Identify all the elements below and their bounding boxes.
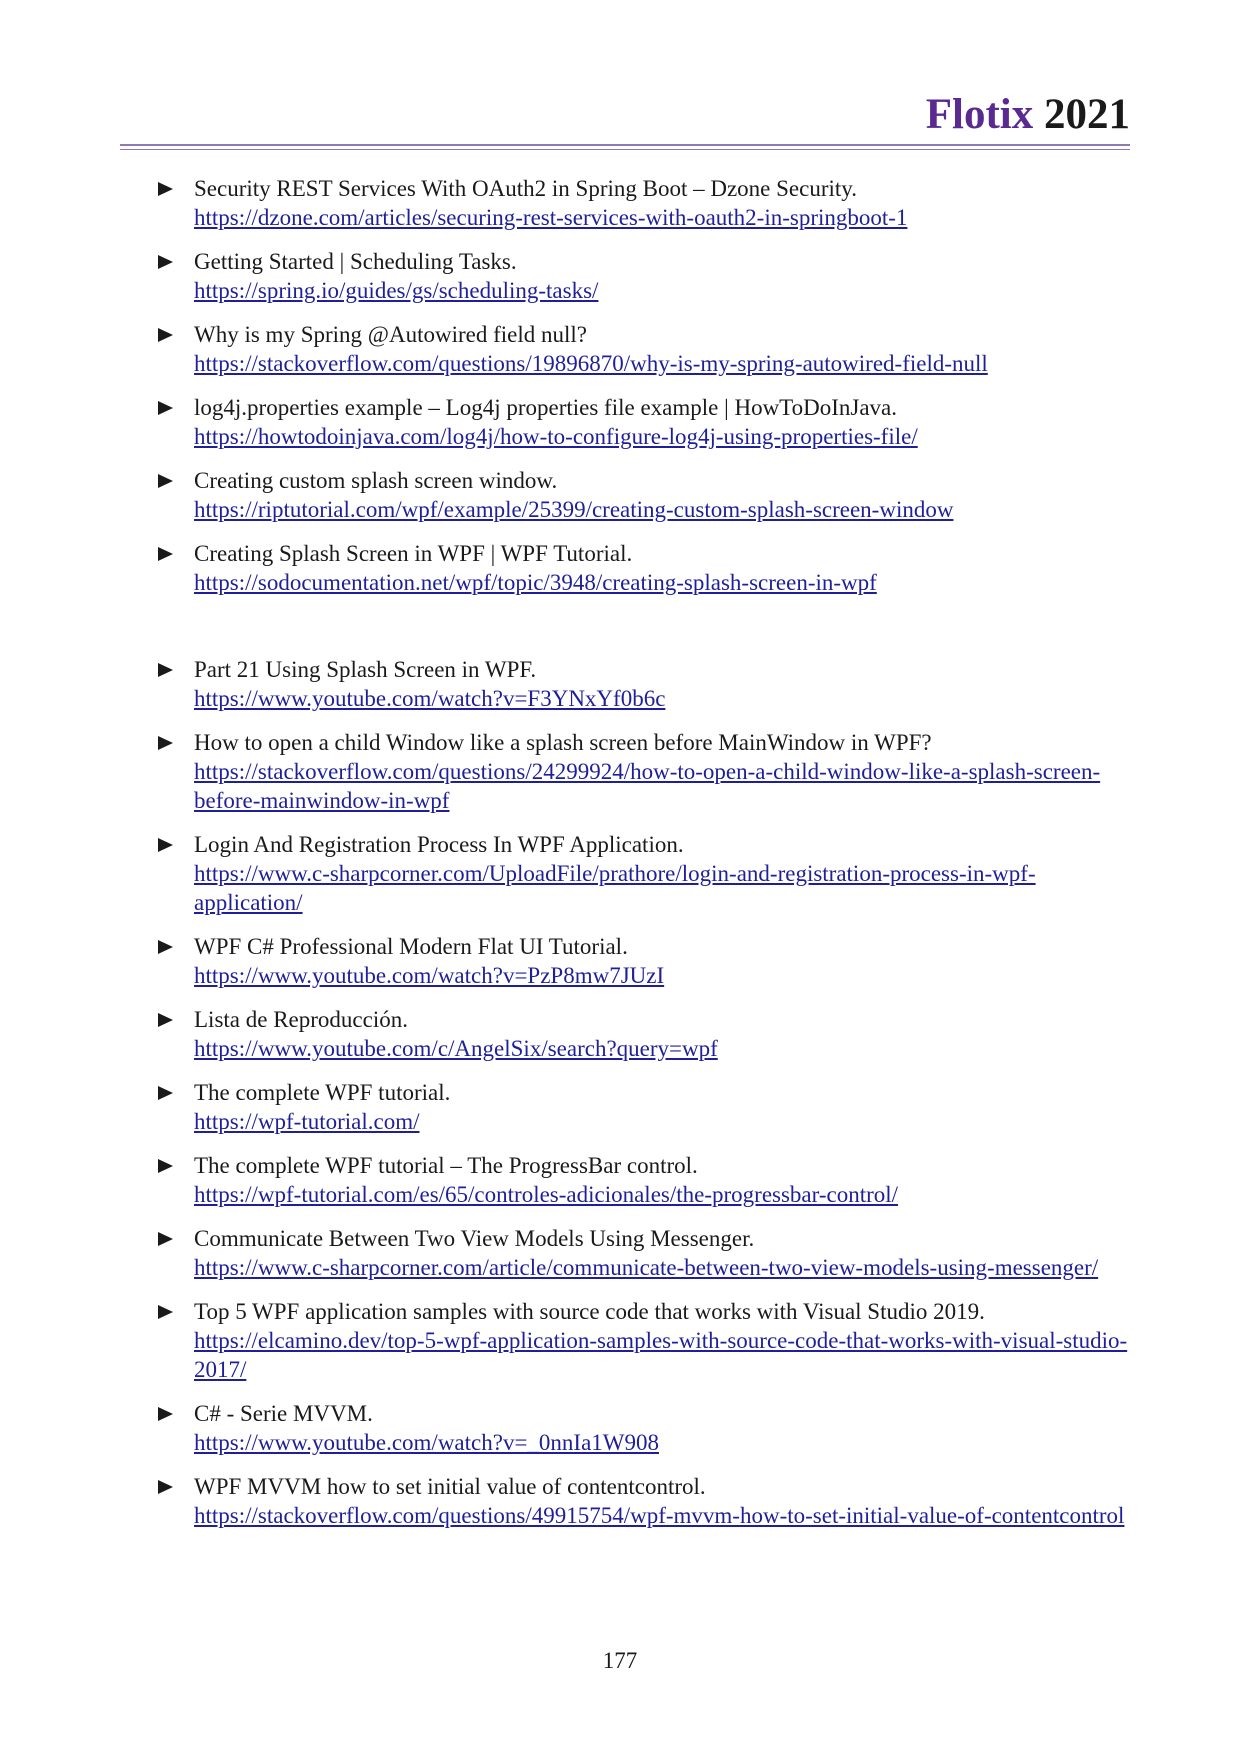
reference-item: [156, 1224, 1126, 1282]
reference-item: [156, 1297, 1126, 1384]
reference-title: The complete WPF tutorial – The ProgressBar control.: [194, 1153, 698, 1178]
page-header: [120, 90, 1130, 150]
reference-link[interactable]: https://stackoverflow.com/questions/49915754/wpf-mvvm-how-to-set-initial-value-of-contentcontrol: [194, 1503, 1125, 1528]
reference-item: [156, 932, 1126, 990]
reference-item: [156, 1399, 1126, 1457]
bullet-arrow-icon: [158, 663, 173, 677]
header-brand: Flotix: [925, 91, 1034, 138]
bullet-arrow-icon: [158, 1407, 173, 1421]
reference-link[interactable]: https://stackoverflow.com/questions/19896870/why-is-my-spring-autowired-field-null: [194, 351, 988, 376]
bullet-arrow-icon: [158, 1480, 173, 1494]
reference-title: How to open a child Window like a splash screen before MainWindow in WPF?: [194, 730, 932, 755]
reference-link[interactable]: https://www.youtube.com/watch?v=PzP8mw7JUzI: [194, 963, 665, 988]
reference-link[interactable]: https://dzone.com/articles/securing-rest-services-with-oauth2-in-springboot-1: [194, 205, 908, 230]
reference-link[interactable]: https://spring.io/guides/gs/scheduling-tasks/: [194, 278, 599, 303]
reference-link[interactable]: https://www.c-sharpcorner.com/article/communicate-between-two-view-models-using-messenger/: [194, 1255, 1099, 1280]
reference-item: [156, 174, 1126, 232]
reference-item: [156, 466, 1126, 524]
reference-title: Creating custom splash screen window.: [194, 468, 558, 493]
reference-link[interactable]: https://wpf-tutorial.com/: [194, 1109, 420, 1134]
reference-item: [156, 1151, 1126, 1209]
bullet-arrow-icon: [158, 838, 173, 852]
bullet-arrow-icon: [158, 1159, 173, 1173]
bullet-arrow-icon: [158, 182, 173, 196]
reference-item: [156, 393, 1126, 451]
reference-title: Login And Registration Process In WPF Application.: [194, 832, 684, 857]
bullet-arrow-icon: [158, 1013, 173, 1027]
bullet-arrow-icon: [158, 255, 173, 269]
reference-title: Getting Started | Scheduling Tasks.: [194, 249, 517, 274]
page-number: 177: [602, 1648, 638, 1673]
reference-item: [156, 1005, 1126, 1063]
reference-title: Lista de Reproducción.: [194, 1007, 408, 1032]
reference-link[interactable]: https://sodocumentation.net/wpf/topic/3948/creating-splash-screen-in-wpf: [194, 570, 877, 595]
reference-title: Top 5 WPF application samples with source code that works with Visual Studio 2019.: [194, 1299, 985, 1324]
reference-link[interactable]: https://stackoverflow.com/questions/24299924/how-to-open-a-child-window-like-a-splash-screen-before-mainwindow-in-wpf: [194, 759, 1101, 813]
reference-title: log4j.properties example – Log4j properties file example | HowToDoInJava.: [194, 395, 898, 420]
bullet-arrow-icon: [158, 547, 173, 561]
reference-title: Communicate Between Two View Models Using Messenger.: [194, 1226, 755, 1251]
bullet-arrow-icon: [158, 1232, 173, 1246]
reference-item: [156, 728, 1126, 815]
reference-link[interactable]: https://wpf-tutorial.com/es/65/controles-adicionales/the-progressbar-control/: [194, 1182, 899, 1207]
reference-link[interactable]: https://www.c-sharpcorner.com/UploadFile/prathore/login-and-registration-process-in-wpf-application/: [194, 861, 1036, 915]
reference-title: C# - Serie MVVM.: [194, 1401, 373, 1426]
reference-title: Why is my Spring @Autowired field null?: [194, 322, 587, 347]
reference-title: The complete WPF tutorial.: [194, 1080, 451, 1105]
header-rule-thick: [120, 144, 1130, 146]
bullet-arrow-icon: [158, 1086, 173, 1100]
header-year: 2021: [1044, 91, 1130, 138]
reference-item: [156, 539, 1126, 597]
reference-title: Creating Splash Screen in WPF | WPF Tutorial.: [194, 541, 633, 566]
reference-item: [156, 247, 1126, 305]
reference-item: [156, 830, 1126, 917]
bullet-arrow-icon: [158, 328, 173, 342]
reference-title: Security REST Services With OAuth2 in Spring Boot – Dzone Security.: [194, 176, 858, 201]
reference-title: WPF MVVM how to set initial value of contentcontrol.: [194, 1474, 706, 1499]
header-title: [926, 90, 1130, 140]
reference-list: [156, 174, 1126, 1545]
reference-item: [156, 320, 1126, 378]
bullet-arrow-icon: [158, 736, 173, 750]
reference-title: Part 21 Using Splash Screen in WPF.: [194, 657, 537, 682]
reference-link[interactable]: https://howtodoinjava.com/log4j/how-to-configure-log4j-using-properties-file/: [194, 424, 918, 449]
bullet-arrow-icon: [158, 474, 173, 488]
reference-link[interactable]: https://www.youtube.com/watch?v=_0nnIa1W908: [194, 1430, 659, 1455]
reference-link[interactable]: https://www.youtube.com/watch?v=F3YNxYf0b6c: [194, 686, 666, 711]
header-rule-thin: [120, 149, 1130, 150]
bullet-arrow-icon: [158, 1305, 173, 1319]
reference-item: [156, 655, 1126, 713]
reference-link[interactable]: https://elcamino.dev/top-5-wpf-application-samples-with-source-code-that-works-with-visual-studio-2017/: [194, 1328, 1128, 1382]
reference-link[interactable]: https://www.youtube.com/c/AngelSix/search?query=wpf: [194, 1036, 718, 1061]
reference-link[interactable]: https://riptutorial.com/wpf/example/25399/creating-custom-splash-screen-window: [194, 497, 954, 522]
bullet-arrow-icon: [158, 401, 173, 415]
reference-item: [156, 1078, 1126, 1136]
reference-item: [156, 1472, 1126, 1530]
reference-title: WPF C# Professional Modern Flat UI Tutorial.: [194, 934, 628, 959]
bullet-arrow-icon: [158, 940, 173, 954]
